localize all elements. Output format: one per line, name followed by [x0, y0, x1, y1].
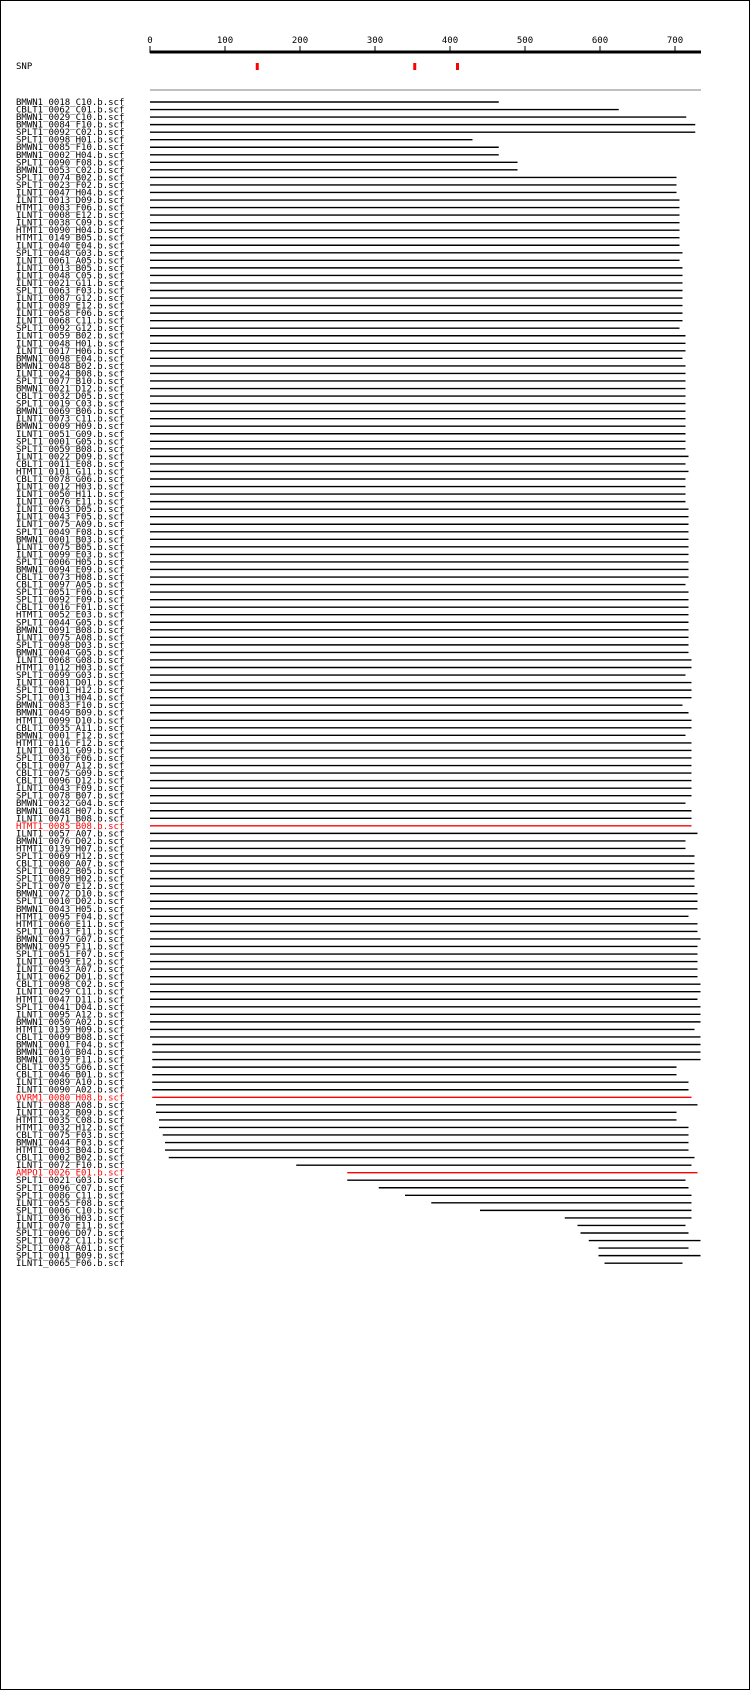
read-label: ILNT1_0050_H11.b.scf — [16, 490, 125, 501]
read-label: BMWN1_0032_G04.b.scf — [16, 799, 125, 810]
read-label: SPLT1_0051_F07.b.scf — [16, 950, 125, 961]
read-label: BMWN1_0084_F10.b.scf — [16, 120, 125, 131]
read-label: HTMT1_0035_C08.b.scf — [16, 1115, 125, 1126]
read-label: ILNT1_0048_H01.b.scf — [16, 339, 125, 350]
read-label: ILNT1_0076_E11.b.scf — [16, 497, 125, 508]
read-label: BMWN1_0039_F11.b.scf — [16, 1055, 125, 1066]
read-label: ILNT1_0040_E04.b.scf — [16, 241, 125, 252]
read-label: SPLT1_0006_D07.b.scf — [16, 1229, 125, 1239]
read-label: HTMT1_0149_B05.b.scf — [16, 233, 125, 244]
read-label: ILNT1_0088_A08.b.scf — [16, 1100, 125, 1111]
read-label: BMWN1_0085_F10.b.scf — [16, 143, 125, 154]
read-label: ILNT1_0013_D09.b.scf — [16, 196, 125, 207]
read-label: SPLT1_0092_G12.b.scf — [16, 324, 125, 335]
read-label: ILNT1_0051_G09.b.scf — [16, 429, 125, 440]
read-label: CBLT1_0007_A12.b.scf — [16, 761, 125, 772]
read-label: BMWN1_0097_G07.b.scf — [16, 934, 125, 945]
read-label: CBLT1_0098_C02.b.scf — [16, 980, 125, 991]
axis-tick-label: 700 — [666, 36, 684, 46]
read-label: BMWN1_0002_H04.b.scf — [16, 150, 125, 161]
read-label: SPLT1_0019_C03.b.scf — [16, 399, 125, 410]
read-label: ILNT1_0068_G08.b.scf — [16, 655, 125, 666]
read-label: BMWN1_0029_C10.b.scf — [16, 113, 125, 124]
read-label: CBLT1_0080_A07.b.scf — [16, 859, 125, 870]
read-label: SPLT1_0089_H02.b.scf — [16, 874, 125, 885]
read-label: BMWN1_0048_B02.b.scf — [16, 361, 125, 372]
read-label: SPLT1_0090_F08.b.scf — [16, 158, 125, 169]
read-label: BMWN1_0091_B08.b.scf — [16, 625, 125, 636]
read-label: CBLT1_0096_D12.b.scf — [16, 776, 125, 787]
read-label: SPLT1_0070_E12.b.scf — [16, 882, 125, 893]
read-label: SPLT1_0011_B09.b.scf — [16, 1251, 125, 1262]
read-label: ILNT1_0047_H04.b.scf — [16, 188, 125, 199]
read-label: ILNT1_0089_A10.b.scf — [16, 1078, 125, 1089]
read-label: BMWN1_0076_D02.b.scf — [16, 836, 125, 847]
read-label: SPLT1_0086_C11.b.scf — [16, 1191, 125, 1202]
read-label: BMWN1_0001_F12.b.scf — [16, 731, 125, 742]
axis-tick-label: 300 — [366, 36, 384, 46]
axis-tick-label: 200 — [291, 36, 309, 46]
read-label: ILNT1_0072_F10.b.scf — [16, 1161, 125, 1172]
read-label: ILNT1_0099_E12.b.scf — [16, 957, 125, 968]
read-label: BMWN1_0004_G05.b.scf — [16, 648, 125, 659]
snp-marker — [413, 63, 416, 70]
read-label: CBLT1_0078_G06.b.scf — [16, 475, 125, 485]
read-label: SPLT1_0092_C02.b.scf — [16, 128, 125, 139]
read-label: ILNT1_0062_D01.b.scf — [16, 972, 125, 983]
snp-marker — [256, 63, 259, 70]
read-label: SPLT1_0044_G05.b.scf — [16, 618, 125, 629]
read-label: SPLT1_0021_G03.b.scf — [16, 1176, 125, 1187]
read-label: BMWN1_0010_B04.b.scf — [16, 1048, 125, 1059]
axis-tick-label: 500 — [516, 36, 534, 46]
read-label: SPLT1_0072_C11.b.scf — [16, 1236, 125, 1247]
read-label: BMWN1_0018_C10.b.scf — [16, 98, 125, 108]
read-label: BMWN1_0001_B03.b.scf — [16, 535, 125, 546]
read-label: BMWN1_0095_F11.b.scf — [16, 942, 125, 953]
read-label: HTMT1_0060_E11.b.scf — [16, 919, 125, 930]
read-label: CBLT1_0075_G09.b.scf — [16, 769, 125, 780]
read-label: CBLT1_0011_E08.b.scf — [16, 459, 125, 470]
read-label: ILNT1_0029_C11.b.scf — [16, 987, 125, 998]
read-label: CBLT1_0009_B08.b.scf — [16, 1032, 125, 1043]
read-label: SPLT1_0006_H05.b.scf — [16, 557, 125, 568]
read-label: SPLT1_0078_B07.b.scf — [16, 791, 125, 802]
read-label: ILNT1_0017_H06.b.scf — [16, 346, 125, 357]
read-label: CBLT1_0016_F01.b.scf — [16, 603, 125, 614]
read-label: ILNT1_0036_H03.b.scf — [16, 1213, 125, 1224]
read-label: BMWN1_0072_D10.b.scf — [16, 889, 125, 900]
read-label: HTMT1_0083_F06.b.scf — [16, 203, 125, 214]
read-label: SPLT1_0023_F02.b.scf — [16, 180, 125, 191]
read-label: SPLT1_0010_D02.b.scf — [16, 897, 125, 908]
read-label: SPLT1_0001_H12.b.scf — [16, 686, 125, 697]
read-label: HTMT1_0047_D11.b.scf — [16, 995, 125, 1006]
read-label: ILNT1_0043_F05.b.scf — [16, 512, 125, 523]
read-label: SPLT1_0048_G03.b.scf — [16, 248, 125, 259]
read-label: ILNT1_0075_A08.b.scf — [16, 633, 125, 644]
read-label: ILNT1_0099_E03.b.scf — [16, 550, 125, 561]
read-label: SPLT1_0092_F09.b.scf — [16, 595, 125, 606]
read-label: BMWN1_0043_H05.b.scf — [16, 904, 125, 915]
read-label: HTMT1_0095_F04.b.scf — [16, 912, 125, 923]
read-label: ILNT1_0063_D05.b.scf — [16, 505, 125, 516]
read-label: ILNT1_0058_F06.b.scf — [16, 309, 125, 320]
read-label: SPLT1_0008_A01.b.scf — [16, 1244, 125, 1255]
read-label: BMWN1_0044_F03.b.scf — [16, 1138, 125, 1149]
read-label: ILNT1_0022_D09.b.scf — [16, 452, 125, 463]
read-label: ILNT1_0055_F08.b.scf — [16, 1198, 125, 1209]
read-label: ILNT1_0008_E12.b.scf — [16, 211, 125, 222]
read-label: HTMT1_0052_E03.b.scf — [16, 610, 125, 621]
read-label: BMWN1_0069_B06.b.scf — [16, 407, 125, 418]
read-label: HTMT1_0112_H03.b.scf — [16, 663, 125, 674]
read-label: ILNT1_0012_H03.b.scf — [16, 482, 125, 493]
read-label: SPLT1_0002_B05.b.scf — [16, 867, 125, 878]
read-label: HTMT1_0003_B04.b.scf — [16, 1146, 125, 1157]
read-label: BMWN1_0053_C02.b.scf — [16, 165, 125, 176]
snp-label: SNP — [16, 62, 33, 72]
read-label: ILNT1_0032_B09.b.scf — [16, 1108, 125, 1119]
read-label: HTMT1_0101_G11.b.scf — [16, 467, 125, 478]
read-label: ILNT1_0068_C11.b.scf — [16, 316, 125, 327]
read-label: SPLT1_0013_F11.b.scf — [16, 927, 125, 938]
read-label: HTMT1_0139_H07.b.scf — [16, 844, 125, 855]
read-label: SPLT1_0077_B10.b.scf — [16, 376, 125, 387]
read-label: ILNT1_0071_B08.b.scf — [16, 814, 125, 825]
read-label: ILNT1_0043_A07.b.scf — [16, 965, 125, 976]
read-label: BMWN1_0009_H09.b.scf — [16, 422, 125, 433]
read-label: BMWN1_0094_E09.b.scf — [16, 565, 125, 576]
read-label: ILNT1_0070_E11.b.scf — [16, 1221, 125, 1232]
read-label: ILNT1_0095_A12.b.scf — [16, 1010, 125, 1021]
read-label: SPLT1_0049_F08.b.scf — [16, 527, 125, 538]
read-alignment-diagram — [1, 1, 749, 1689]
axis-tick-label: 400 — [441, 36, 459, 46]
read-label: ILNT1_0024_B08.b.scf — [16, 369, 125, 380]
read-label: AMPO1_0026_E01.b.scf — [16, 1168, 125, 1179]
read-label: CBLT1_0035_A11.b.scf — [16, 723, 125, 734]
read-label: OVRM1_0080_H08.b.scf — [16, 1093, 125, 1104]
read-label: CBLT1_0002_B02.b.scf — [16, 1153, 125, 1164]
read-label: SPLT1_0001_G05.b.scf — [16, 437, 125, 448]
read-label: ILNT1_0048_C05.b.scf — [16, 271, 125, 282]
read-label: SPLT1_0006_C10.b.scf — [16, 1206, 125, 1217]
snp-marker — [456, 63, 459, 70]
axis-tick-label: 0 — [147, 36, 153, 46]
read-label: HTMT1_0085_B08.b.scf — [16, 821, 125, 832]
read-label: HTMT1_0090_H04.b.scf — [16, 226, 125, 237]
read-label: ILNT1_0089_E12.b.scf — [16, 301, 125, 312]
read-label: HTMT1_0032_H12.b.scf — [16, 1123, 125, 1134]
read-label: CBLT1_0035_G06.b.scf — [16, 1063, 125, 1074]
read-label: HTMT1_0116_F12.b.scf — [16, 738, 125, 749]
read-label: ILNT1_0087_G12.b.scf — [16, 294, 125, 305]
read-label: ILNT1_0081_D01.b.scf — [16, 678, 125, 689]
read-label: ILNT1_0075_A09.b.scf — [16, 520, 125, 531]
read-label: ILNT1_0075_B05.b.scf — [16, 542, 125, 553]
read-label: CBLT1_0073_H08.b.scf — [16, 573, 125, 584]
read-label: ILNT1_0057_A07.b.scf — [16, 829, 125, 840]
read-label: HTMT1_0099_D10.b.scf — [16, 716, 125, 727]
axis-tick-label: 100 — [216, 36, 234, 46]
read-label: SPLT1_0051_F06.b.scf — [16, 588, 125, 599]
read-label: SPLT1_0096_C07.b.scf — [16, 1183, 125, 1194]
read-label: BMWN1_0021_D12.b.scf — [16, 384, 125, 395]
read-label: CBLT1_0062_C01.b.scf — [16, 105, 125, 116]
read-label: HTMT1_0139_H09.b.scf — [16, 1025, 125, 1036]
read-label: SPLT1_0036_F06.b.scf — [16, 753, 125, 764]
read-label: SPLT1_0069_H12.b.scf — [16, 852, 125, 862]
read-label: CBLT1_0032_D05.b.scf — [16, 392, 125, 403]
read-label: BMWN1_0048_H07.b.scf — [16, 806, 125, 817]
read-label: SPLT1_0099_G03.b.scf — [16, 671, 125, 682]
read-label: SPLT1_0013_H04.b.scf — [16, 693, 125, 704]
read-label: CBLT1_0097_A05.b.scf — [16, 580, 125, 591]
read-label: BMWN1_0001_F04.b.scf — [16, 1040, 125, 1051]
read-label: BMWN1_0098_E04.b.scf — [16, 354, 125, 365]
axis-tick-label: 600 — [591, 36, 609, 46]
read-label: BMWN1_0050_A02.b.scf — [16, 1017, 125, 1028]
read-label: SPLT1_0098_H01.b.scf — [16, 135, 125, 146]
read-label: BMWN1_0083_F10.b.scf — [16, 701, 125, 712]
read-label: SPLT1_0074_B02.b.scf — [16, 173, 125, 184]
read-label: CBLT1_0046_B01.b.scf — [16, 1070, 125, 1081]
read-label: ILNT1_0059_B02.b.scf — [16, 331, 125, 342]
read-label: ILNT1_0031_G09.b.scf — [16, 746, 125, 757]
read-label: BMWN1_0049_B09.b.scf — [16, 708, 125, 719]
read-label: ILNT1_0013_B05.b.scf — [16, 263, 125, 274]
read-label: CBLT1_0075_F03.b.scf — [16, 1130, 125, 1141]
read-label: SPLT1_0041_D04.b.scf — [16, 1002, 125, 1013]
read-label: ILNT1_0038_C09.b.scf — [16, 218, 125, 229]
read-label: ILNT1_0090_A02.b.scf — [16, 1085, 125, 1096]
read-label: ILNT1_0061_A05.b.scf — [16, 256, 125, 267]
read-label: SPLT1_0059_B08.b.scf — [16, 444, 125, 455]
read-label: ILNT1_0043_F09.b.scf — [16, 784, 125, 795]
read-label: ILNT1_0073_C11.b.scf — [16, 414, 125, 425]
read-label: ILNT1_0065_F06.b.scf — [16, 1259, 125, 1270]
read-label: ILNT1_0021_G11.b.scf — [16, 278, 125, 289]
read-label: SPLT1_0098_D03.b.scf — [16, 640, 125, 651]
read-label: SPLT1_0063_F03.b.scf — [16, 286, 125, 297]
